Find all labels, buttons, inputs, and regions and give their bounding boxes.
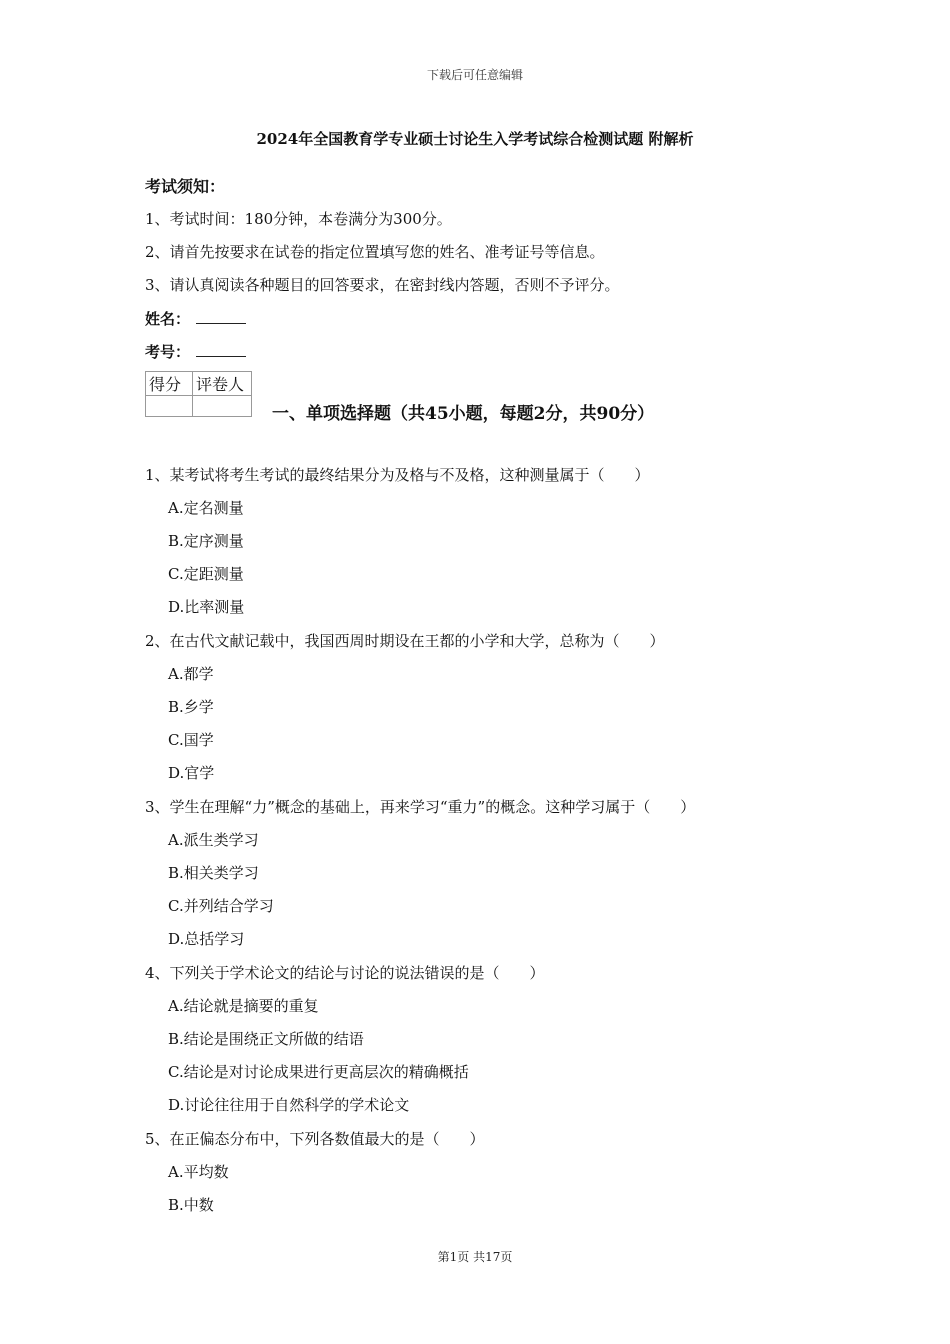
notice-item: 1、考试时间：180分钟，本卷满分为300分。: [145, 210, 452, 228]
page-footer: 第1页 共17页: [437, 1250, 513, 1264]
option-a: A.结论就是摘要的重复: [168, 997, 319, 1015]
document-title: 2024年全国教育学专业硕士讨论生入学考试综合检测试题 附解析: [256, 130, 694, 148]
id-field: [145, 341, 246, 362]
name-label: 姓名：: [145, 310, 191, 328]
name-blank: [196, 309, 246, 324]
option-a: A.平均数: [168, 1163, 229, 1181]
notice-heading: 考试须知：: [145, 177, 226, 196]
question-4: 4、下列关于学术论文的结论与讨论的说法错误的是（ ）: [145, 964, 545, 982]
option-d: D.比率测量: [168, 598, 245, 616]
score-cell: [146, 396, 193, 417]
notice-item: 2、请首先按要求在试卷的指定位置填写您的姓名、准考证号等信息。: [145, 243, 605, 261]
option-d: D.讨论往往用于自然科学的学术论文: [168, 1096, 410, 1114]
option-c: C.并列结合学习: [168, 897, 274, 915]
notice-item: 3、请认真阅读各种题目的回答要求，在密封线内答题，否则不予评分。: [145, 276, 620, 294]
section-title: 一、单项选择题（共45小题，每题2分，共90分）: [272, 404, 655, 424]
option-b: B.乡学: [168, 698, 214, 716]
option-c: C.结论是对讨论成果进行更高层次的精确概括: [168, 1063, 469, 1081]
option-b: B.中数: [168, 1196, 214, 1214]
option-b: B.定序测量: [168, 532, 244, 550]
question-5: 5、在正偏态分布中，下列各数值最大的是（ ）: [145, 1130, 485, 1148]
option-a: A.都学: [168, 665, 214, 683]
option-a: A.派生类学习: [168, 831, 259, 849]
grader-header: 评卷人: [193, 372, 252, 396]
option-b: B.结论是围绕正文所做的结语: [168, 1030, 364, 1048]
grader-cell: [193, 396, 252, 417]
option-d: D.总括学习: [168, 930, 245, 948]
question-1: 1、某考试将考生考试的最终结果分为及格与不及格，这种测量属于（ ）: [145, 466, 650, 484]
option-c: C.国学: [168, 731, 214, 749]
header-note: 下载后可任意编辑: [426, 68, 523, 82]
score-header: 得分: [146, 372, 193, 396]
question-2: 2、在古代文献记载中，我国西周时期设在王都的小学和大学，总称为（ ）: [145, 632, 665, 650]
option-a: A.定名测量: [168, 499, 244, 517]
option-b: B.相关类学习: [168, 864, 259, 882]
option-c: C.定距测量: [168, 565, 244, 583]
question-3: 3、学生在理解“力”概念的基础上，再来学习“重力”的概念。这种学习属于（ ）: [145, 798, 696, 816]
name-field: [145, 308, 246, 329]
option-d: D.官学: [168, 764, 215, 782]
id-blank: [196, 342, 246, 357]
score-table: [145, 371, 252, 417]
id-label: 考号：: [145, 343, 191, 361]
